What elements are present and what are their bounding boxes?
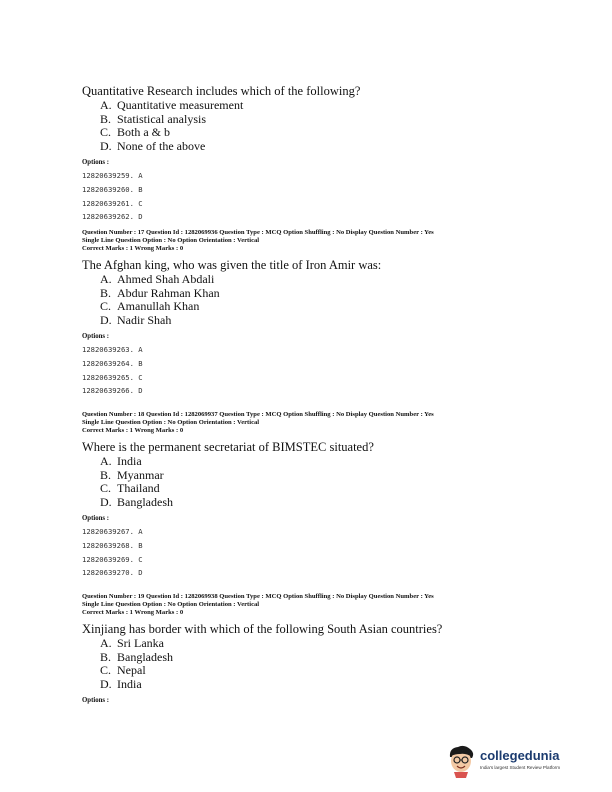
question-block bbox=[82, 411, 522, 580]
option-d: D. Nadir Shah bbox=[100, 312, 172, 327]
option-id: 12820639266. D bbox=[82, 386, 143, 396]
option-a: A. India bbox=[100, 454, 142, 468]
logo-tagline: India's largest Student Review Platform bbox=[480, 765, 561, 770]
question-meta: Question Number : 17 Question Id : 1282069936 Question Type : MCQ Option Shuffling : No Display Question Number : Yes bbox=[82, 229, 434, 236]
question-meta: Single Line Question Option : No Option Orientation : Vertical bbox=[82, 419, 260, 426]
question-meta: Question Number : 18 Question Id : 1282069937 Question Type : MCQ Option Shuffling : No Display Question Number : Yes bbox=[82, 411, 434, 418]
option-d: D. Bangladesh bbox=[100, 494, 173, 509]
option-id: 12820639267. A bbox=[82, 527, 143, 537]
option-c: C. Thailand bbox=[100, 481, 160, 496]
options-heading: Options : bbox=[82, 159, 110, 167]
question-text: Quantitative Research includes which of the following? bbox=[82, 84, 361, 98]
collegedunia-logo bbox=[446, 744, 576, 778]
option-a: A. Ahmed Shah Abdali bbox=[100, 272, 215, 286]
option-c: C. Amanullah Khan bbox=[100, 299, 200, 314]
option-id: 12820639265. C bbox=[82, 372, 143, 382]
option-id: 12820639260. B bbox=[82, 184, 143, 194]
question-text: Where is the permanent secretariat of BIMSTEC situated? bbox=[82, 440, 374, 454]
question-meta: Single Line Question Option : No Option Orientation : Vertical bbox=[82, 237, 260, 244]
option-list bbox=[100, 455, 522, 509]
question-meta: Correct Marks : 1 Wrong Marks : 0 bbox=[82, 609, 184, 616]
option-id: 12820639261. C bbox=[82, 198, 143, 208]
option-id-list bbox=[82, 343, 522, 397]
option-id-list bbox=[82, 169, 522, 223]
question-meta: Correct Marks : 1 Wrong Marks : 0 bbox=[82, 427, 184, 434]
mascot-icon bbox=[446, 744, 476, 778]
option-b: B. Bangladesh bbox=[100, 649, 173, 664]
options-heading: Options : bbox=[82, 515, 110, 523]
option-b: B. Abdur Rahman Khan bbox=[100, 285, 220, 300]
option-list bbox=[100, 99, 522, 153]
option-d: D. India bbox=[100, 676, 142, 691]
logo-name: collegedunia bbox=[480, 748, 560, 763]
question-meta: Question Number : 19 Question Id : 1282069938 Question Type : MCQ Option Shuffling : No Display Question Number : Yes bbox=[82, 593, 434, 600]
option-id-list bbox=[82, 525, 522, 579]
options-heading: Options : bbox=[82, 697, 110, 705]
question-block bbox=[82, 84, 522, 224]
option-id: 12820639269. C bbox=[82, 554, 143, 564]
option-b: B. Myanmar bbox=[100, 467, 164, 482]
option-list bbox=[100, 273, 522, 327]
option-id: 12820639262. D bbox=[82, 212, 143, 222]
option-c: C. Nepal bbox=[100, 663, 146, 678]
option-list bbox=[100, 637, 522, 691]
option-a: A. Sri Lanka bbox=[100, 636, 164, 650]
question-text: Xinjiang has border with which of the following South Asian countries? bbox=[82, 622, 443, 636]
question-block bbox=[82, 593, 522, 705]
option-id: 12820639259. A bbox=[82, 171, 143, 181]
option-id: 12820639264. B bbox=[82, 358, 143, 368]
option-id: 12820639263. A bbox=[82, 345, 143, 355]
option-c: C. Both a & b bbox=[100, 125, 170, 140]
options-heading: Options : bbox=[82, 333, 110, 341]
option-d: D. None of the above bbox=[100, 138, 206, 153]
option-a: A. Quantitative measurement bbox=[100, 98, 244, 112]
question-text: The Afghan king, who was given the title of Iron Amir was: bbox=[82, 258, 382, 272]
option-id: 12820639268. B bbox=[82, 540, 143, 550]
option-id: 12820639270. D bbox=[82, 568, 143, 578]
question-block bbox=[82, 229, 522, 398]
option-b: B. Statistical analysis bbox=[100, 111, 206, 126]
question-meta: Correct Marks : 1 Wrong Marks : 0 bbox=[82, 245, 184, 252]
question-meta: Single Line Question Option : No Option Orientation : Vertical bbox=[82, 601, 260, 608]
